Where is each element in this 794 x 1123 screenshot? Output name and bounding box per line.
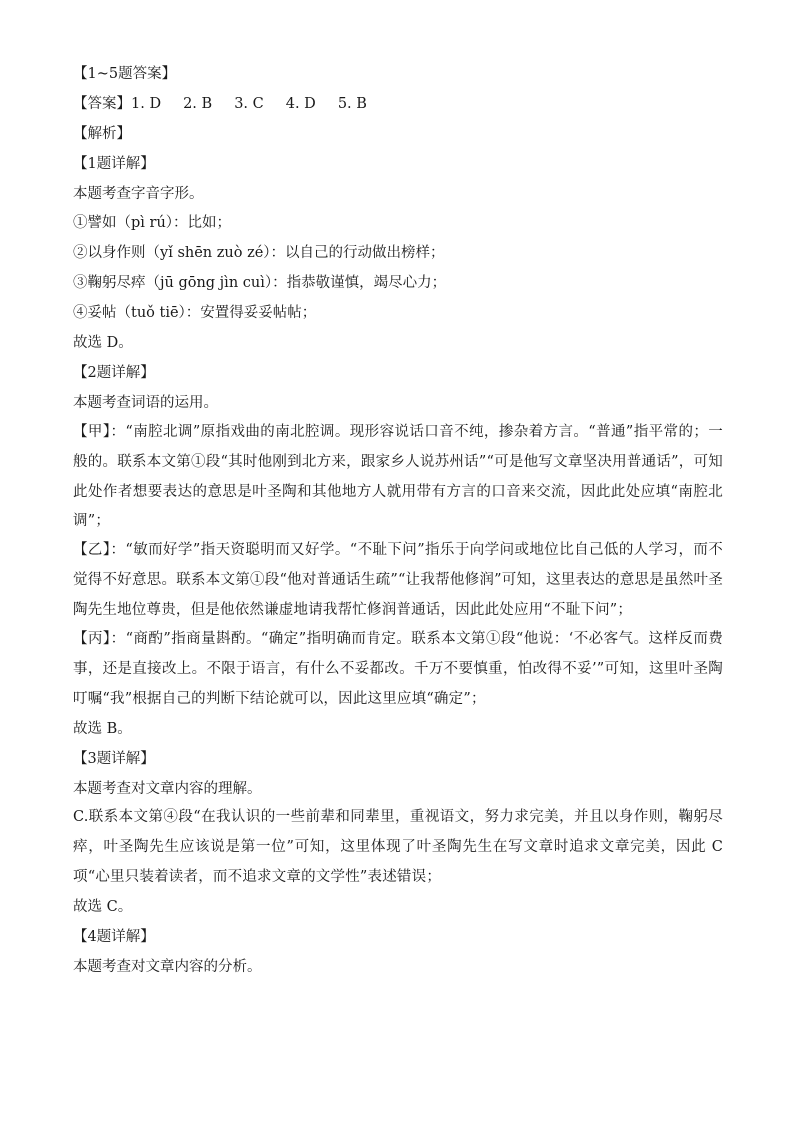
q3-heading: 【3题详解】 bbox=[73, 750, 155, 767]
q1-item-4: ④妥帖（tuǒ tiē）：安置得妥妥帖帖； bbox=[73, 305, 317, 322]
answer-line bbox=[73, 94, 723, 114]
q2-intro: 本题考查词语的运用。 bbox=[73, 394, 218, 411]
q1-item-2: ②以身作则（yǐ shēn zuò zé）：以自己的行动做出榜样； bbox=[73, 245, 445, 262]
q4-intro: 本题考查对文章内容的分析。 bbox=[73, 958, 262, 975]
answer-label: 【答案】 bbox=[73, 95, 131, 112]
section-title: 【1~5题答案】 bbox=[73, 66, 177, 82]
q3-intro: 本题考查对文章内容的理解。 bbox=[73, 780, 262, 797]
answer-item-5: 5. B bbox=[337, 95, 367, 112]
q2-conclusion: 故选 B。 bbox=[73, 720, 132, 737]
document-page bbox=[73, 64, 723, 987]
q2-bing-paragraph: 【丙】：“商酌”指商量斟酌。“确定”指明确而肯定。联系本文第①段“他说：‘不必客气。这样反而费事，还是直接改上。不限于语言，有什么不妥都改。千万不要慎重，怕改得不妥’”可知，这里叶圣陶叮嘱“我”根据自己的判断下结论就可以，因此这里应填“确定”； bbox=[73, 631, 723, 707]
q1-item-1: ①譬如（pì rú）：比如； bbox=[73, 215, 232, 232]
answer-item-3: 3. C bbox=[234, 95, 264, 112]
answer-item-1: 1. D bbox=[131, 95, 162, 112]
q1-intro: 本题考查字音字形。 bbox=[73, 185, 204, 202]
q3-conclusion: 故选 C。 bbox=[73, 899, 133, 916]
q1-item-3: ③鞠躬尽瘁（jū gōng jìn cuì）：指恭敬谨慎，竭尽心力； bbox=[73, 275, 447, 292]
analysis-label: 【解析】 bbox=[73, 125, 131, 142]
q1-conclusion: 故选 D。 bbox=[73, 335, 133, 352]
q4-heading: 【4题详解】 bbox=[73, 929, 155, 946]
q3-body-paragraph: C.联系本文第④段“在我认识的一些前辈和同辈里，重视语文，努力求完美，并且以身作则，鞠躬尽瘁，叶圣陶先生应该说是第一位”可知，这里体现了叶圣陶先生在写文章时追求文章完美，因此 C项“心里只装着读者，而不追求文章的文学性”表述错误； bbox=[73, 809, 723, 886]
q2-heading: 【2题详解】 bbox=[73, 364, 155, 381]
answer-item-4: 4. D bbox=[285, 95, 316, 112]
answer-item-2: 2. B bbox=[183, 95, 213, 112]
q2-jia-paragraph: 【甲】：“南腔北调”原指戏曲的南北腔调。现形容说话口音不纯，掺杂着方言。“普通”指平常的；一般的。联系本文第①段“其时他刚到北方来，跟家乡人说苏州话”“可是他写文章坚决用普通话”，可知此处作者想要表达的意思是叶圣陶和其他地方人就用带有方言的口音来交流，因此此处应填“南腔北调”； bbox=[73, 423, 723, 530]
q2-yi-paragraph: 【乙】：“敏而好学”指天资聪明而又好学。“不耻下问”指乐于向学问或地位比自己低的人学习，而不觉得不好意思。联系本文第①段“他对普通话生疏”“让我帮他修润”可知，这里表达的意思是虽然叶圣陶先生地位尊贵，但是他依然谦虚地请我帮忙修润普通话，因此此处应用“不耻下问”； bbox=[73, 542, 723, 619]
q1-heading: 【1题详解】 bbox=[73, 155, 155, 172]
